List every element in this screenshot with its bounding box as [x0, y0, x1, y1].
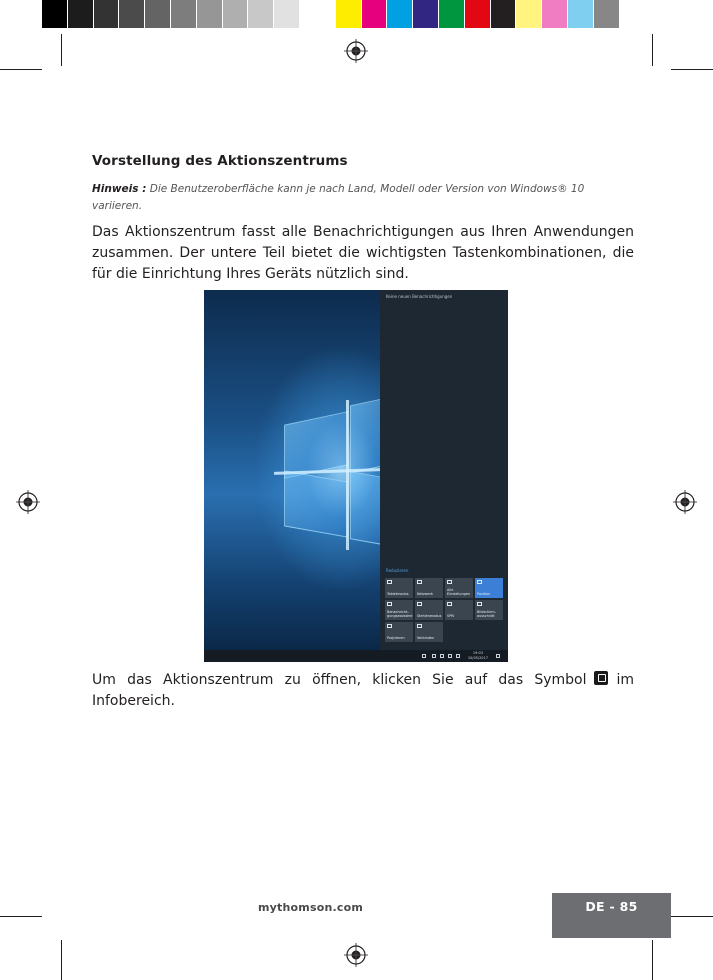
- quick-action-tile[interactable]: Verbinden: [415, 622, 443, 642]
- footer-url: mythomson.com: [258, 901, 363, 914]
- quick-action-tile[interactable]: Netzwerk: [415, 578, 443, 598]
- note: [92, 181, 632, 215]
- note-text: Die Benutzeroberfläche kann je nach Land, Modell oder Version von Windows® 10 variieren.: [92, 183, 585, 212]
- gray-swatch: [42, 0, 68, 28]
- crop-mark-top-right-v: [652, 34, 653, 66]
- volume-icon[interactable]: [448, 654, 452, 658]
- registration-target-icon: [343, 942, 369, 968]
- quick-action-tile[interactable]: Projizieren: [385, 622, 413, 642]
- action-center-screenshot: [204, 290, 508, 662]
- process-swatch: [439, 0, 465, 28]
- collapse-link[interactable]: Reduzieren: [386, 568, 409, 573]
- process-swatch: [542, 0, 568, 28]
- color-bar-gap: [326, 0, 336, 28]
- process-swatch: [465, 0, 491, 28]
- network-icon[interactable]: [440, 654, 444, 658]
- settings-icon: [447, 580, 452, 584]
- gray-swatch: [119, 0, 145, 28]
- gray-swatch: [197, 0, 223, 28]
- note-label: Hinweis :: [92, 183, 147, 195]
- process-swatch: [491, 0, 517, 28]
- people-icon[interactable]: [422, 654, 426, 658]
- network-icon: [417, 580, 422, 584]
- quick-action-tiles: [385, 578, 503, 642]
- gray-swatch: [223, 0, 249, 28]
- gray-swatch: [171, 0, 197, 28]
- keyboard-icon[interactable]: [456, 654, 460, 658]
- process-swatch: [336, 0, 362, 28]
- panel-header: Keine neuen Benachrichtigungen: [386, 294, 453, 299]
- action-center-icon: [594, 671, 608, 685]
- quick-action-tile[interactable]: Stehlenmodus: [415, 600, 443, 620]
- process-swatch: [516, 0, 542, 28]
- print-color-bar: [42, 0, 620, 28]
- crop-mark-top-right-h: [671, 69, 713, 70]
- registration-target-icon: [343, 38, 369, 64]
- process-swatch: [413, 0, 439, 28]
- connect-icon: [417, 624, 422, 628]
- gray-swatch: [145, 0, 171, 28]
- mode-icon: [417, 602, 422, 606]
- gray-swatch: [248, 0, 274, 28]
- registration-target-icon: [672, 489, 698, 515]
- vpn-icon: [447, 602, 452, 606]
- section-title: Vorstellung des Aktionszentrums: [92, 153, 348, 169]
- screen-snip-icon: [477, 602, 482, 606]
- chevron-up-icon[interactable]: [432, 654, 436, 658]
- crop-mark-bottom-left-v: [61, 940, 62, 980]
- crop-mark-bottom-left-h: [0, 916, 42, 917]
- page-number-tab: DE - 85: [552, 893, 671, 938]
- gray-swatch: [274, 0, 300, 28]
- crop-mark-top-left-v: [61, 34, 62, 66]
- process-swatch: [594, 0, 620, 28]
- quick-action-tile[interactable]: Position: [475, 578, 503, 598]
- project-icon: [387, 624, 392, 628]
- crop-mark-top-left-h: [0, 69, 42, 70]
- process-swatch: [362, 0, 388, 28]
- location-icon: [477, 580, 482, 584]
- quick-action-tile[interactable]: Bildschirm-ausschnitt: [475, 600, 503, 620]
- gray-swatch: [68, 0, 94, 28]
- action-center-panel: [380, 290, 508, 650]
- taskbar: [204, 650, 508, 662]
- focus-assist-icon: [387, 602, 392, 606]
- intro-paragraph: Das Aktionszentrum fasst alle Benachrichtigungen aus Ihren Anwendungen zusammen. Der untere Teil bietet die wichtigsten Tastenkombinationen, die für die Einrichtung Ihres Geräts nützlich sind.: [92, 224, 634, 282]
- instructions-text-after: im Infobereich.: [92, 672, 634, 709]
- gray-swatch: [94, 0, 120, 28]
- desktop-wallpaper: [204, 290, 380, 662]
- process-swatch: [568, 0, 594, 28]
- gray-swatch: [300, 0, 326, 28]
- action-center-icon[interactable]: [496, 654, 500, 658]
- instructions-text-before: Um das Aktionszentrum zu öffnen, klicken Sie auf das Symbol: [92, 672, 587, 688]
- quick-action-tile[interactable]: Benachricht.-gungsassistent: [385, 600, 413, 620]
- open-instructions-paragraph: [92, 670, 634, 712]
- process-swatch: [387, 0, 413, 28]
- quick-action-tile[interactable]: Alle Einstellungen: [445, 578, 473, 598]
- registration-target-icon: [15, 489, 41, 515]
- quick-action-tile[interactable]: Tabletmodus: [385, 578, 413, 598]
- tablet-mode-icon: [387, 580, 392, 584]
- crop-mark-bottom-right-h: [671, 916, 713, 917]
- crop-mark-bottom-right-v: [652, 940, 653, 980]
- quick-action-tile[interactable]: VPN: [445, 600, 473, 620]
- taskbar-clock[interactable]: 19:03 10/05/2017: [467, 651, 488, 660]
